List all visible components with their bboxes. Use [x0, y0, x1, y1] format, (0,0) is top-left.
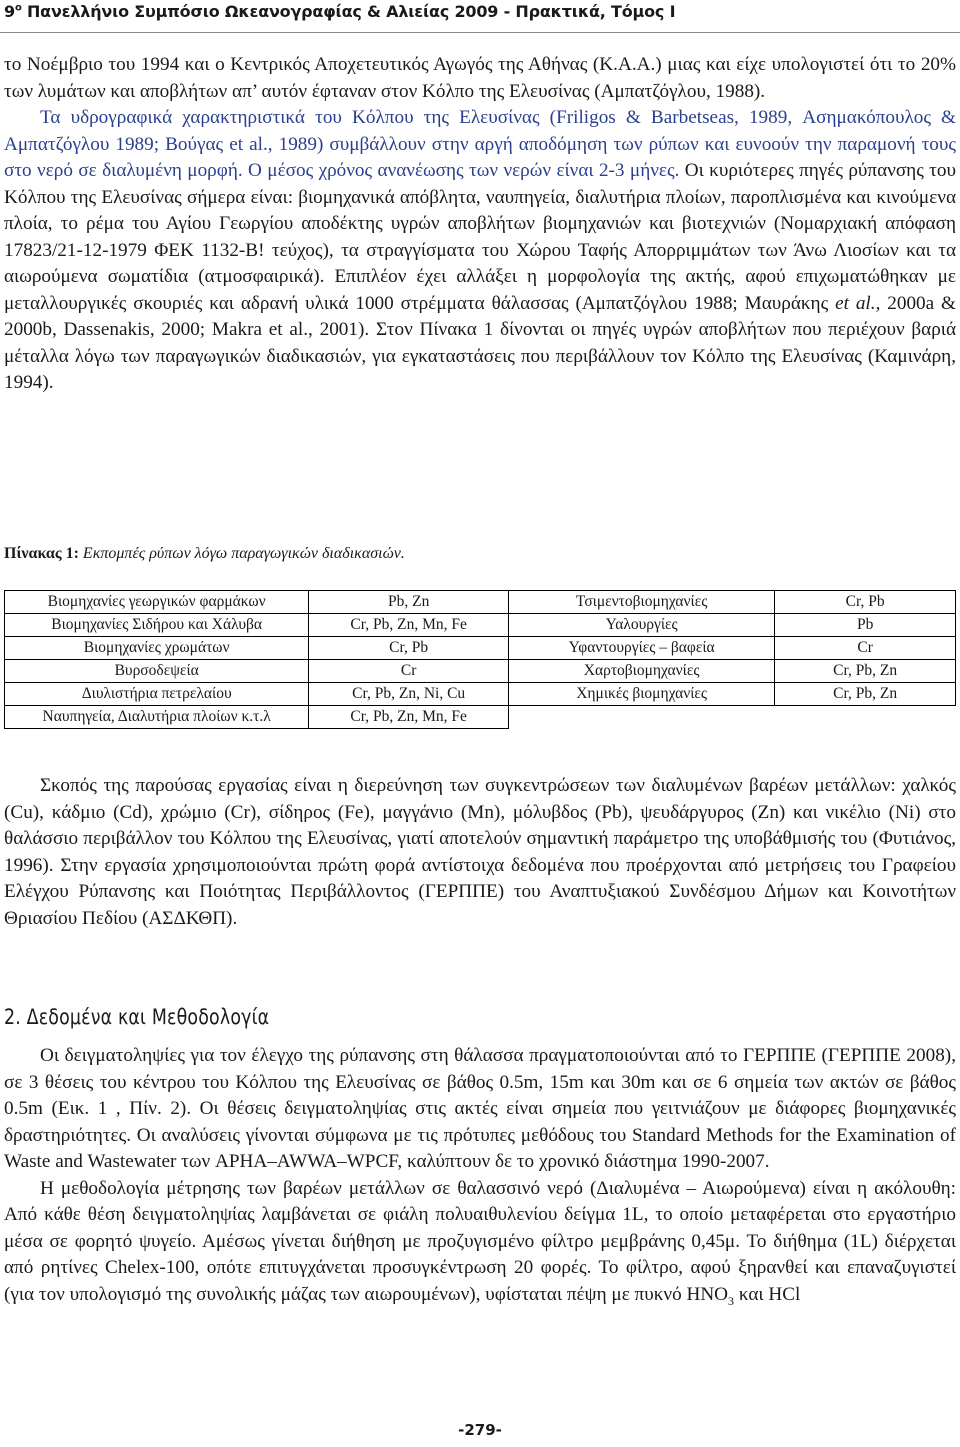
header-rule [0, 32, 960, 33]
table-cell-industry: Βιομηχανίες Σιδήρου και Χάλυβα [5, 614, 309, 637]
section-heading: 2. Δεδομένα και Μεθοδολογία [4, 1005, 270, 1029]
table-row [5, 660, 956, 683]
header-number: 9 [4, 2, 15, 21]
table-cell-industry: Βιομηχανίες γεωργικών φαρμάκων [5, 591, 309, 614]
table-row [5, 637, 956, 660]
table-cell-industry: Υφαντουργίες – βαφεία [509, 637, 775, 660]
table-cell-empty [775, 706, 956, 729]
intro-paragraph-2 [4, 105, 956, 397]
table-cell-industry: Βιομηχανίες χρωμάτων [5, 637, 309, 660]
table-cell-metals: Cr, Pb, Zn [775, 683, 956, 706]
table-cell-industry: Χαρτοβιομηχανίες [509, 660, 775, 683]
methods-paragraph-2 [4, 1176, 956, 1314]
table-cell-empty [509, 706, 775, 729]
table-cell-metals: Cr, Pb, Zn, Mn, Fe [309, 614, 509, 637]
table-row [5, 591, 956, 614]
aim-text [4, 773, 956, 932]
header-superscript: ο [14, 2, 22, 14]
table-cell-industry: Τσιμεντοβιομηχανίες [509, 591, 775, 614]
methods-paragraph-2-end: και HCl [734, 1283, 801, 1305]
table-cell-metals: Cr [309, 660, 509, 683]
intro-text [4, 52, 956, 397]
aim-paragraph: Σκοπός της παρούσας εργασίας είναι η διερεύνηση των συγκεντρώσεων των διαλυμένων βαρέων μετάλλων: χαλκός (Cu), κάδμιο (Cd), χρώμιο (Cr), σίδηρος (Fe), μαγγάνιο (Mn), μόλυβδος (Pb), ψευδάργυρος (Zn) και νικέλιο (Ni) στο θαλάσσιο περιβάλλον του Κόλπου της Ελευσίνας, γιατί αποτελούν σημαντική παράμετρο της υποβάθμισής του (Φυτιάνος, 1996). Στην εργασία χρησιμοποιούνται πρώτη φορά αντίστοιχα δεδομένα που προέρχονται από μετρήσεις του Γραφείου Ελέγχου Ρύπανσης και Ποιότητας Περιβάλλοντος (ΓΕΡΠΠΕ) του Αναπτυξιακού Συνδέσμου Δήμων και Κοινοτήτων Θριασίου Πεδίου (ΑΣΔΚΘΠ). [4, 775, 956, 929]
page-number: -279- [458, 1421, 502, 1439]
table-cell-industry: Ναυπηγεία, Διαλυτήρια πλοίων κ.τ.λ [5, 706, 309, 729]
table-cell-industry: Υαλουργίες [509, 614, 775, 637]
table-cell-metals: Cr [775, 637, 956, 660]
hydrography-sentence: Τα υδρογραφικά χαρακτηριστικά του Κόλπου της Ελευσίνας (Friligos & Barbetseas, 1989, Ασημακόπουλος & Αμπατζόγλου 1989; Βούγας et al. [4, 107, 956, 155]
table-caption [4, 545, 405, 563]
running-header [4, 2, 956, 32]
table-cell-industry: Διυλιστήρια πετρελαίου [5, 683, 309, 706]
hno3-subscript: 3 [728, 1293, 735, 1308]
methods-paragraph-1: Οι δειγματοληψίες για τον έλεγχο της ρύπανσης στη θάλασσα πραγματοποιούνται από το ΓΕΡΠΠΕ (ΓΕΡΠΠΕ 2008), σε 3 θέσεις του κέντρου του Κόλπου της Ελευσίνας σε βάθος 0.5m, 15m και 30m και σε 6 σημεία των ακτών σε βάθος 0.5m (Εικ. 1 , Πίν. 2). Οι θέσεις δειγματοληψίας στις ακτές είναι σημεία που γειτνιάζουν με διάφορες βιομηχανικές δραστηριότητες. Οι αναλύσεις γίνονται σύμφωνα με τις πρότυπες μεθόδους του Standard Methods for the Examination of Waste and Wastewater των APHA–AWWA–WPCF, καλύπτουν δε το χρονικό διάστημα 1990-2007. [4, 1045, 956, 1172]
table-cell-metals: Cr, Pb [309, 637, 509, 660]
table-cell-metals: Cr, Pb, Zn, Mn, Fe [309, 706, 509, 729]
table-reference-text: Στον Πίνακα 1 δίνονται οι πηγές υγρών αποβλήτων που περιέχουν βαριά μέταλλα λόγω των παραγωγικών διαδικασιών, για εγκαταστάσεις που περιβάλλουν τον Κόλπο της Ελευσίνας (Καμινάρη, 1994). [4, 319, 956, 393]
intro-paragraph-1: το Νοέμβριο του 1994 και ο Κεντρικός Αποχετευτικός Αγωγός της Αθήνας (Κ.Α.Α.) μιας και είχε υπολογιστεί ότι το 20% των λυμάτων και αποβλήτων απ’ αυτόν έφταναν στον Κόλπο της Ελευσίνας (Αμπατζόγλου, 1988). [4, 54, 956, 102]
header-text: Πανελλήνιο Συμπόσιο Ωκεανογραφίας & Αλιείας 2009 - Πρακτικά, Τόμος Ι [21, 2, 676, 21]
table-row [5, 683, 956, 706]
et-al-italic: et al. [835, 292, 876, 314]
table-cell-industry: Βυρσοδεψεία [5, 660, 309, 683]
pollution-sources-text: Οι κυριότερες πηγές ρύπανσης του Κόλπου της Ελευσίνας σήμερα είναι: βιομηχανικά απόβλητα, ναυπηγεία, διαλυτήρια πλοίων, παροπλισμένα και κινούμενα πλοία, το ρέμα του Αγίου Γεωργίου αποδέκτης υγρών αποβλήτων βιομηχανιών και βιοτεχνιών (Νομαρχιακή απόφαση 17823/21-12-1979 ΦΕΚ 1132-Β! τεύχος), τα στραγγίσματα του Χώρου Ταφής Απορριμμάτων των Άνω Λιοσίων και τα αιωρούμενα σωματίδια (ατμοσφαιρικά). Επιπλέον έχει αλλάξει η μορφολογία της ακτής, αφού επιχωματώθηκαν με μεταλλουργικές σκουριές και αδρανή υλικά 1000 στρέμματα θάλασσας (Αμπατζόγλου 1988; Μαυράκης [4, 160, 956, 314]
table-cell-metals: Pb [775, 614, 956, 637]
table-caption-label: Πίνακας 1: [4, 545, 79, 562]
table-cell-metals: Cr, Pb [775, 591, 956, 614]
table-cell-industry: Χημικές βιομηχανίες [509, 683, 775, 706]
table-cell-metals: Cr, Pb, Zn [775, 660, 956, 683]
pollution-sources-refs: , 2000a & 2000b, Dassenakis, 2000; Makra et al., 2001). [4, 292, 956, 340]
emissions-table [4, 590, 956, 729]
table-row [5, 706, 956, 729]
methods-paragraph-2-text: Η μεθοδολογία μέτρησης των βαρέων μετάλλων σε θαλασσινό νερό (Διαλυμένα – Αιωρούμενα) είναι η ακόλουθη: Από κάθε θέση δειγματοληψίας λαμβάνεται σε φιάλη πολυαιθυλενίου δείγμα 1L, το οποίο μεταφέρεται στο εργαστήριο μέσα σε φορητό ψυγείο. Αμέσως γίνεται διήθηση με προζυγισμένο φίλτρο μεμβράνης 0,45μ. Το διήθημα (1L) διέρχεται από ρητίνες Chelex-100, οπότε επιτυγχάνεται προσυγκέντρωση 20 φορές. Το φίλτρο, αφού ξηρανθεί και επαναζυγιστεί (για τον υπολογισμό της συνολικής μάζας των αιωρουμένων), υφίσταται πέψη με πυκνό HNO [4, 1177, 956, 1305]
table-caption-text: Εκπομπές ρύπων λόγω παραγωγικών διαδικασιών. [78, 545, 405, 562]
table-cell-metals: Cr, Pb, Zn, Ni, Cu [309, 683, 509, 706]
table-row [5, 614, 956, 637]
hydrography-sentence-end: , 1989) συμβάλλουν στην αργή αποδόμηση των ρύπων και ευνοούν την παραμονή τους στο νερό σε διαλυμένη μορφή. Ο μέσος χρόνος ανανέωσης των νερών είναι 2-3 μήνες. [4, 133, 956, 181]
methods-text [4, 1043, 956, 1314]
table-cell-metals: Pb, Zn [309, 591, 509, 614]
